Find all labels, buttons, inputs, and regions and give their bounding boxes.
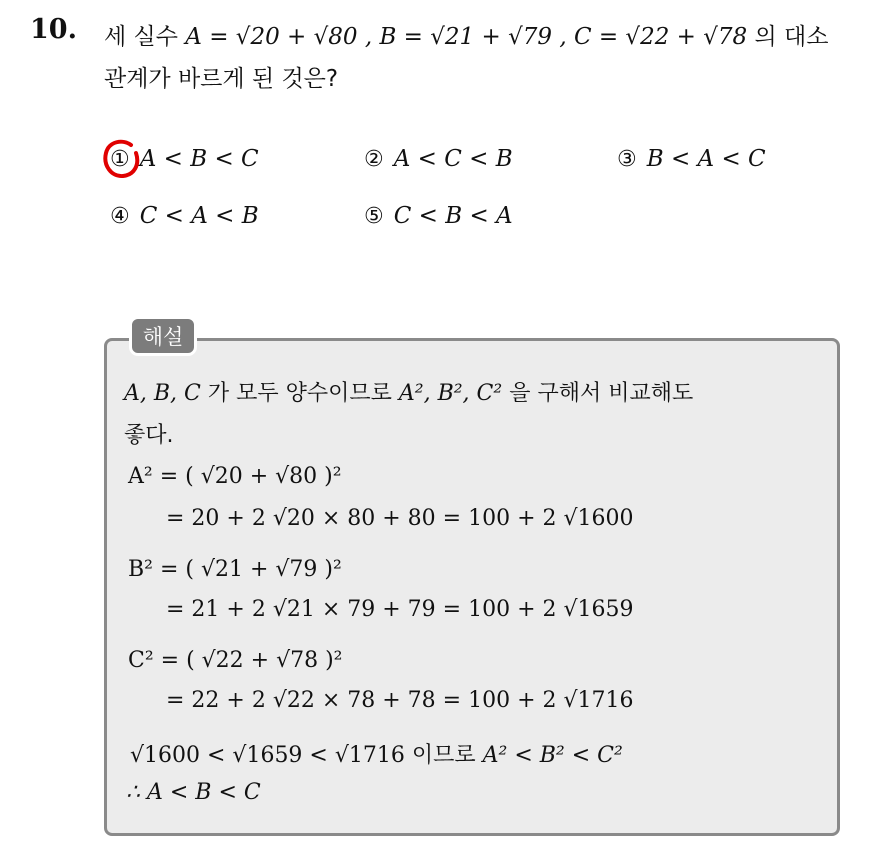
choice-2-number: ② bbox=[364, 147, 384, 172]
intro-mid: 가 모두 양수이므로 bbox=[200, 381, 399, 406]
comparison-line bbox=[130, 738, 623, 769]
question-prefix: 세 실수 bbox=[104, 24, 186, 50]
choice-3[interactable] bbox=[617, 146, 766, 172]
question-suffix: 의 대소 bbox=[747, 24, 829, 50]
answer-circle-mark bbox=[101, 137, 143, 181]
choice-4-number: ④ bbox=[110, 204, 130, 229]
choice-1-text: A < B < C bbox=[139, 146, 259, 172]
choice-2-text: A < C < B bbox=[393, 146, 513, 172]
choice-2[interactable] bbox=[364, 146, 513, 172]
choice-5[interactable] bbox=[364, 203, 513, 229]
expr-a: A = √20 + √80 , bbox=[185, 24, 373, 50]
question-text-line1 bbox=[104, 18, 828, 51]
question-text-line2: 관계가 바르게 된 것은? bbox=[104, 66, 339, 92]
choice-1-number: ① bbox=[110, 147, 130, 172]
question-number: 10. bbox=[30, 14, 77, 45]
expr-b: B = √21 + √79 , bbox=[379, 24, 567, 50]
solution-tab: 해설 bbox=[129, 316, 197, 356]
intro-vars: A, B, C bbox=[124, 381, 201, 406]
choice-3-number: ③ bbox=[617, 147, 637, 172]
intro-end: 을 구해서 비교해도 bbox=[502, 381, 694, 406]
compare-roots: √1600 < √1659 < √1716 bbox=[130, 743, 405, 768]
a-square-line1: A² = ( √20 + √80 )² bbox=[128, 464, 342, 489]
solution-intro-line1 bbox=[124, 376, 693, 407]
conclusion-line: ∴ A < B < C bbox=[126, 780, 261, 805]
compare-squares: A² < B² < C² bbox=[482, 743, 623, 768]
compare-word: 이므로 bbox=[404, 743, 483, 768]
choice-3-text: B < A < C bbox=[646, 146, 766, 172]
b-square-line2: = 21 + 2 √21 × 79 + 79 = 100 + 2 √1659 bbox=[166, 597, 634, 622]
solution-intro-line2: 좋다. bbox=[124, 423, 174, 448]
choice-5-text: C < B < A bbox=[393, 203, 513, 229]
choice-5-number: ⑤ bbox=[364, 204, 384, 229]
a-square-line2: = 20 + 2 √20 × 80 + 80 = 100 + 2 √1600 bbox=[166, 506, 634, 531]
choice-4-text: C < A < B bbox=[139, 203, 259, 229]
c-square-line2: = 22 + 2 √22 × 78 + 78 = 100 + 2 √1716 bbox=[166, 688, 634, 713]
b-square-line1: B² = ( √21 + √79 )² bbox=[128, 557, 342, 582]
intro-squares: A², B², C² bbox=[398, 381, 503, 406]
choice-4[interactable] bbox=[110, 203, 259, 229]
c-square-line1: C² = ( √22 + √78 )² bbox=[128, 648, 343, 673]
expr-c: C = √22 + √78 bbox=[573, 24, 748, 50]
